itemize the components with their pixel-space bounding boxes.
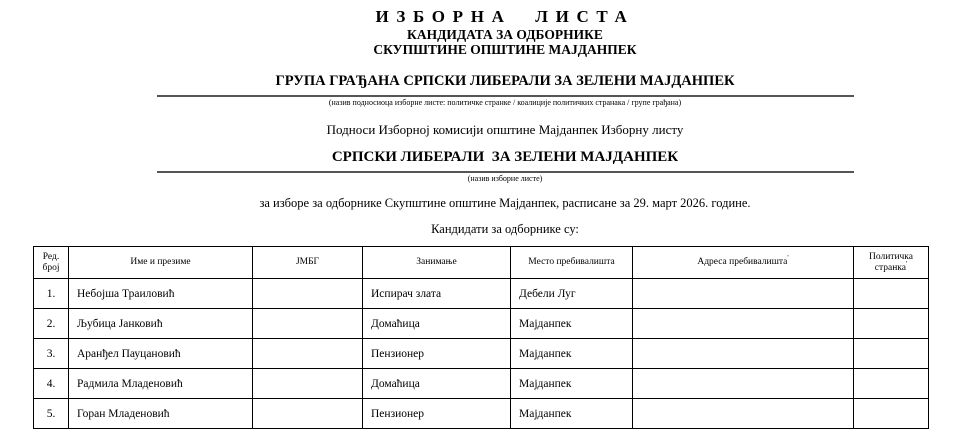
table-row bbox=[34, 339, 929, 369]
cell-political-party bbox=[854, 279, 929, 309]
cell-residence-place: Дебели Луг bbox=[511, 279, 633, 309]
column-header-residence-address: Адреса пребивалишта' bbox=[633, 247, 854, 279]
cell-residence-address bbox=[633, 399, 854, 429]
electoral-list-name: СРПСКИ ЛИБЕРАЛИ ЗА ЗЕЛЕНИ МАЈДАНПЕК bbox=[331, 149, 679, 165]
column-header-political-party: Политичка странка' bbox=[854, 247, 929, 279]
cell-political-party bbox=[854, 309, 929, 339]
cell-political-party bbox=[854, 339, 929, 369]
horizontal-rule bbox=[157, 171, 854, 173]
cell-ordinal-number: 5. bbox=[34, 399, 69, 429]
table-row bbox=[34, 279, 929, 309]
document-subtitle-line2: СКУПШТИНЕ ОПШТИНЕ МАЈДАНПЕК bbox=[373, 42, 637, 57]
cell-residence-address bbox=[633, 369, 854, 399]
table-row bbox=[34, 309, 929, 339]
cell-residence-address bbox=[633, 339, 854, 369]
cell-residence-place: Мајданпек bbox=[511, 399, 633, 429]
list-name-caption: (назив изборне листе) bbox=[467, 174, 543, 183]
cell-occupation: Пензионер bbox=[363, 339, 511, 369]
cell-full-name: Радмила Младеновић bbox=[69, 369, 253, 399]
cell-residence-address bbox=[633, 279, 854, 309]
cell-ordinal-number: 3. bbox=[34, 339, 69, 369]
submission-line: Подноси Изборној комисији општине Мајданпек Изборну листу bbox=[326, 122, 684, 137]
column-header-jmbg: ЈМБГ bbox=[253, 247, 363, 279]
cell-jmbg bbox=[253, 279, 363, 309]
cell-full-name: Небојша Траиловић bbox=[69, 279, 253, 309]
cell-occupation: Домаћица bbox=[363, 309, 511, 339]
election-line: за изборе за одборнике Скупштине општине Мајданпек, расписане за 29. март 2026. године. bbox=[259, 196, 751, 210]
cell-full-name: Аранђел Пауцановић bbox=[69, 339, 253, 369]
submitter-name: ГРУПА ГРАЂАНА СРПСКИ ЛИБЕРАЛИ ЗА ЗЕЛЕНИ МАЈДАНПЕК bbox=[275, 73, 735, 89]
cell-jmbg bbox=[253, 309, 363, 339]
cell-full-name: Горан Младеновић bbox=[69, 399, 253, 429]
cell-jmbg bbox=[253, 369, 363, 399]
column-header-full-name: Име и презиме bbox=[69, 247, 253, 279]
submitter-caption: (назив подносиоца изборне листе: политичке странке / коалиције политичких странака / групе грађана) bbox=[328, 98, 682, 107]
candidates-intro: Кандидати за одборнике су: bbox=[431, 222, 579, 236]
submitter-rule-block bbox=[157, 95, 854, 107]
cell-jmbg bbox=[253, 399, 363, 429]
column-header-residence-place: Место пребивалишта bbox=[511, 247, 633, 279]
table-row bbox=[34, 399, 929, 429]
candidates-table bbox=[33, 246, 929, 429]
table-row bbox=[34, 369, 929, 399]
cell-jmbg bbox=[253, 339, 363, 369]
column-header-ordinal-number: Ред. број bbox=[34, 247, 69, 279]
horizontal-rule bbox=[157, 95, 854, 97]
cell-residence-place: Мајданпек bbox=[511, 339, 633, 369]
cell-ordinal-number: 1. bbox=[34, 279, 69, 309]
cell-political-party bbox=[854, 399, 929, 429]
document-header bbox=[50, 0, 960, 237]
column-header-occupation: Занимање bbox=[363, 247, 511, 279]
cell-residence-place: Мајданпек bbox=[511, 309, 633, 339]
document-subtitle-line1: КАНДИДАТА ЗА ОДБОРНИКЕ bbox=[407, 27, 603, 42]
cell-occupation: Домаћица bbox=[363, 369, 511, 399]
table-header-row bbox=[34, 247, 929, 279]
cell-ordinal-number: 4. bbox=[34, 369, 69, 399]
cell-full-name: Љубица Јанковић bbox=[69, 309, 253, 339]
list-name-rule-block bbox=[157, 171, 854, 183]
cell-political-party bbox=[854, 369, 929, 399]
cell-ordinal-number: 2. bbox=[34, 309, 69, 339]
cell-occupation: Пензионер bbox=[363, 399, 511, 429]
document-title: ИЗБОРНА ЛИСТА bbox=[375, 7, 635, 26]
cell-residence-address bbox=[633, 309, 854, 339]
cell-occupation: Испирач злата bbox=[363, 279, 511, 309]
cell-residence-place: Мајданпек bbox=[511, 369, 633, 399]
